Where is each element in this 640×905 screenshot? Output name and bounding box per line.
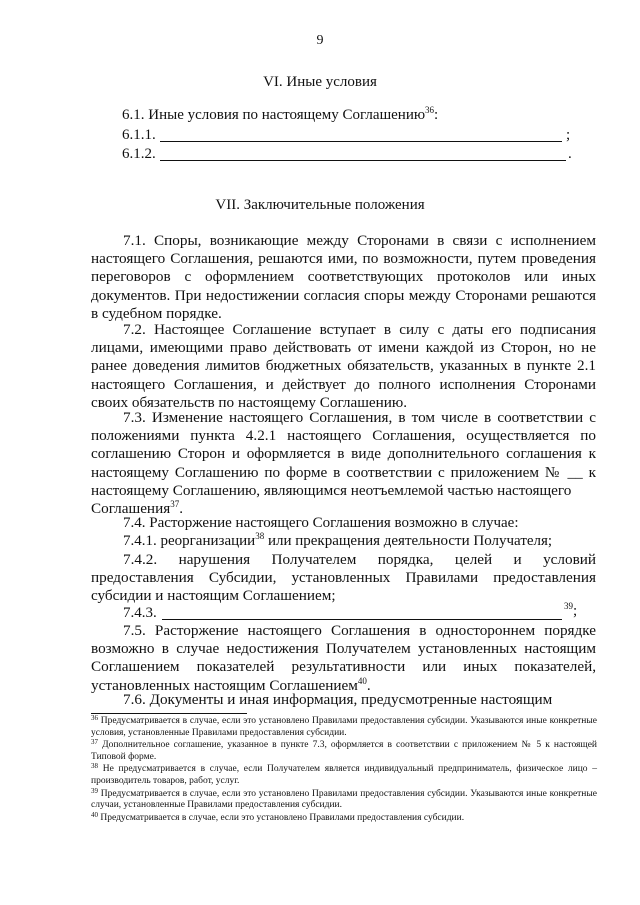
footnote-text: Предусматривается в случае, если это установлено Правилами предоставления субсидии. — [98, 812, 465, 823]
paragraph-7-6: 7.6. Документы и иная информация, предусмотренные настоящим — [123, 691, 553, 708]
item-6-1-1-blank-line — [160, 141, 562, 142]
page-number: 9 — [316, 33, 324, 48]
paragraph-7-2: 7.2. Настоящее Соглашение вступает в силу с даты его подписания лицами, имеющими право действовать от имени каждой из Сторон, но не ранее доведения лимитов бюджетных обязательств, указанных в пункте 2.1 настоящего Соглашения, и действует до полного исполнения Сторонами своих обязательств по настоящему Соглашению. — [91, 321, 596, 411]
paragraph-7-5 — [91, 622, 596, 695]
paragraph-7-4-2: 7.4.2. нарушения Получателем порядка, целей и условий предоставления Субсидии, установленных Правилами предоставления субсидии и настоящим Соглашением; — [91, 551, 596, 605]
section-7-heading: VII. Заключительные положения — [215, 197, 425, 213]
paragraph-7-4-1-rest: или прекращения деятельности Получателя; — [264, 533, 553, 549]
footnote-text: Предусматривается в случае, если это установлено Правилами предоставления субсидии. Указываются иные конкретные случаи, установленные Правилами предоставления субсидии. — [91, 788, 597, 811]
footnote-37 — [91, 740, 597, 763]
item-6-1-2-label: 6.1.2. — [122, 146, 156, 162]
footnote-38 — [91, 764, 597, 787]
footnote-40 — [91, 810, 597, 825]
footnote-number: 40 — [91, 810, 98, 819]
paragraph-7-4-1 — [123, 533, 552, 550]
item-6-1-end: : — [434, 107, 439, 123]
footnote-number: 36 — [91, 714, 98, 722]
item-6-1-2-blank-line — [160, 160, 566, 161]
footnotes — [91, 716, 597, 825]
footnote-ref-38: 38 — [255, 531, 265, 541]
paragraph-7-3-last-word: Соглашения — [91, 500, 171, 518]
paragraph-7-3-text: 7.3. Изменение настоящего Соглашения, в том числе в соответствии с положениями пункта 4.2.1 настоящего Соглашения, осуществляется по соглашению Сторон и оформляется в виде дополнительного соглашения к настоящему Соглашению по форме в соответствии с приложением № __ к настоящему Соглашению, являющимся неотъемлемой частью настоящего — [91, 409, 596, 499]
footnote-ref-36: 36 — [425, 105, 435, 115]
paragraph-7-5-text: 7.5. Расторжение настоящего Соглашения в одностороннем порядке возможно в случае недостижения Получателем установленных настоящим Соглашением показателей результативности или иных показателей, установленных настоящим — [91, 622, 596, 694]
footnote-text: Дополнительное соглашение, указанное в пункте 7.3, оформляется в соответствии с приложением № 5 к настоящей Типовой форме. — [91, 740, 597, 762]
footnote-text: Не предусматривается в случае, если Получателем является индивидуальный предприниматель, физическое лицо – производитель товаров, работ, услуг. — [91, 764, 597, 786]
paragraph-7-5-end: . — [366, 676, 371, 694]
footnote-36 — [91, 716, 597, 739]
paragraph-7-5-last-word: Соглашением — [269, 676, 358, 694]
footnote-ref-40: 40 — [357, 675, 367, 686]
footnote-text: Предусматривается в случае, если это установлено Правилами предоставления субсидии. Указываются иные конкретные условия, установленные Правилами предоставления субсидии. — [91, 716, 597, 738]
item-7-4-3-blank-line — [162, 619, 562, 620]
paragraph-7-3 — [91, 409, 596, 518]
item-6-1-1-label: 6.1.1. — [122, 127, 156, 143]
item-7-4-3-end — [564, 603, 577, 620]
footnote-number: 39 — [91, 786, 98, 795]
footnote-ref-39: 39 — [564, 601, 573, 611]
item-7-4-3-label: 7.4.3. — [123, 605, 157, 621]
paragraph-7-4: 7.4. Расторжение настоящего Соглашения возможно в случае: — [123, 515, 519, 531]
item-6-1-2-end: . — [568, 146, 572, 162]
footnote-ref-37: 37 — [170, 499, 180, 510]
item-7-4-3-semicolon: ; — [573, 603, 578, 619]
footnote-number: 37 — [91, 738, 98, 747]
section-6-heading: VI. Иные условия — [263, 74, 377, 90]
footnote-number: 38 — [91, 762, 98, 771]
paragraph-7-4-1-text: 7.4.1. реорганизации — [123, 533, 256, 549]
footnote-39 — [91, 786, 597, 812]
item-6-1 — [122, 107, 438, 124]
paragraph-7-1: 7.1. Споры, возникающие между Сторонами в связи с исполнением настоящего Соглашения, решаются ими, по возможности, путем проведения переговоров с оформлением соответствующих протоколов или иных документов. При недостижении согласия споры между Сторонами решаются в судебном порядке. — [91, 232, 596, 322]
paragraph-7-3-end: . — [179, 500, 183, 518]
item-6-1-text: 6.1. Иные условия по настоящему Соглашению — [122, 107, 426, 123]
item-6-1-1-end: ; — [566, 127, 571, 143]
footnote-separator — [91, 713, 247, 714]
